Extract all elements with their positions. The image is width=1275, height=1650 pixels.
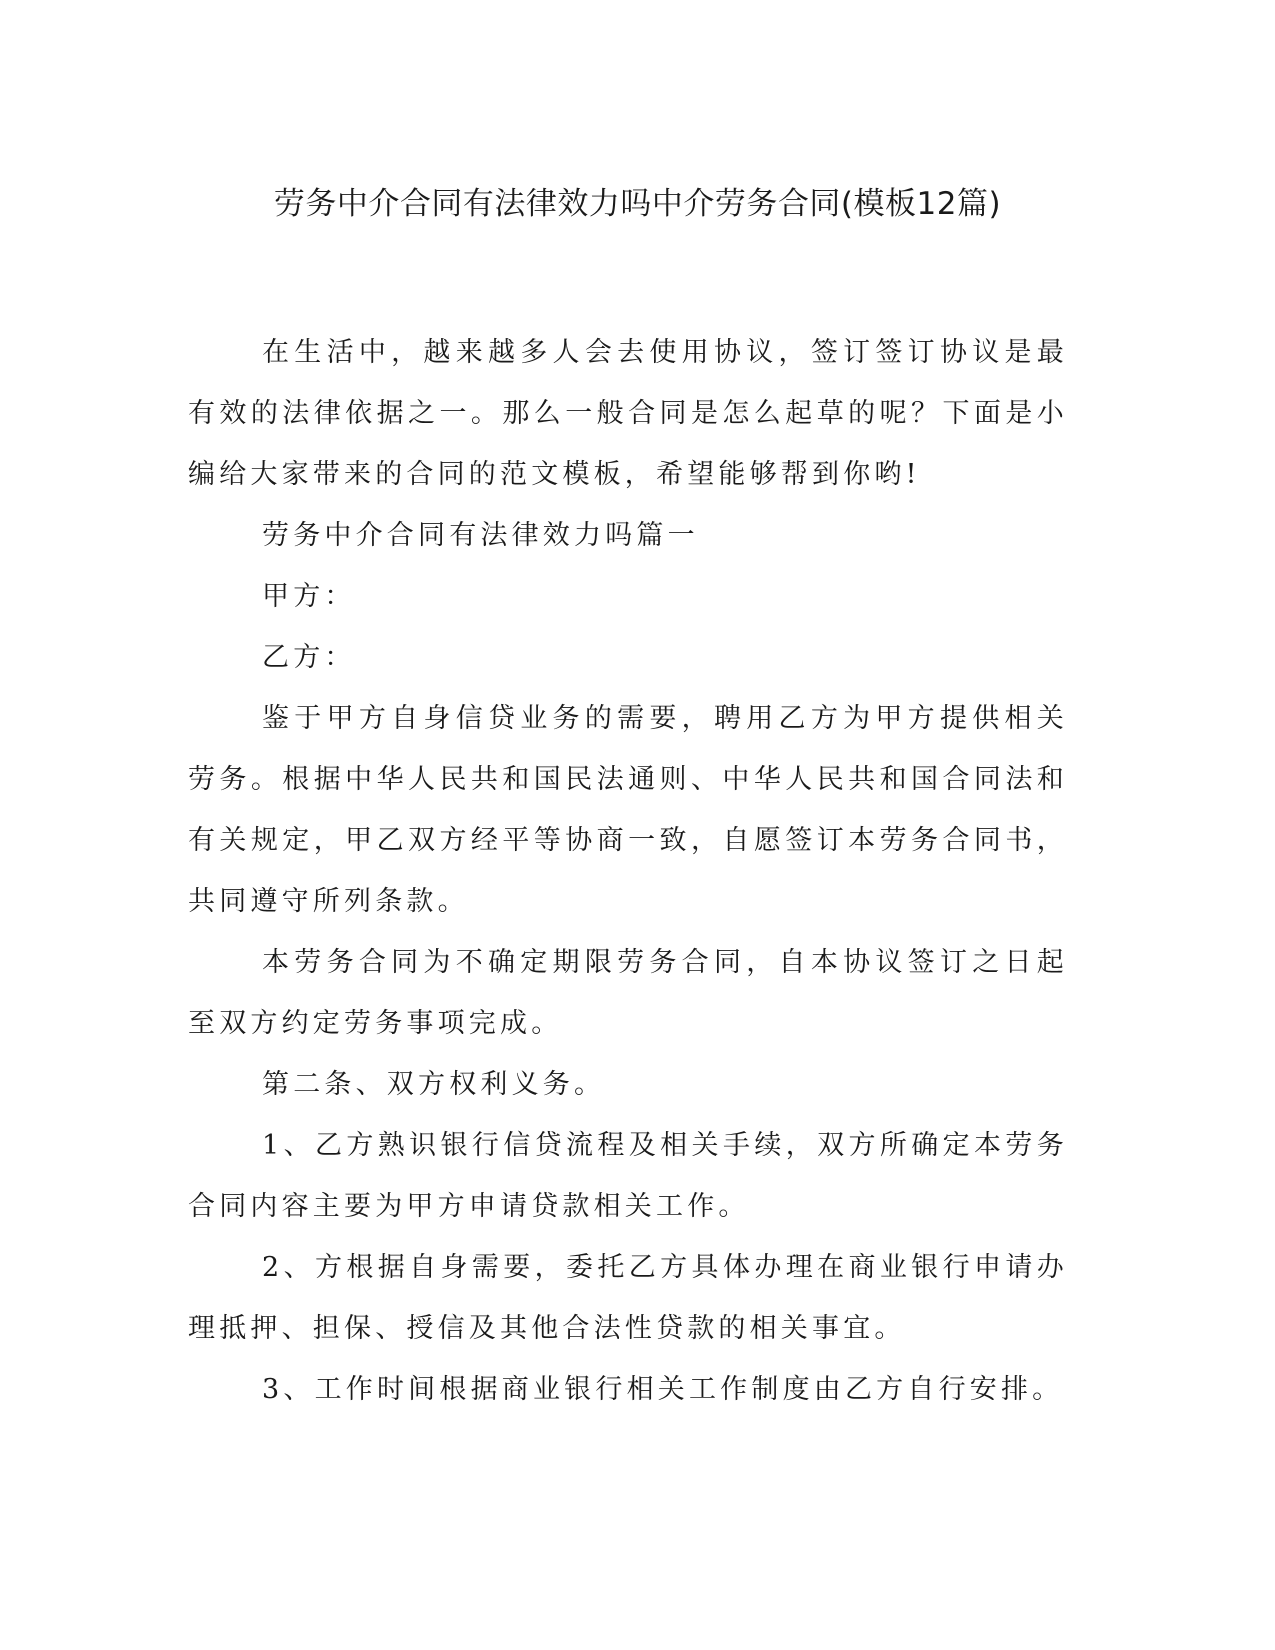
document-body bbox=[188, 322, 1068, 1420]
paragraph-item-3: 3、工作时间根据商业银行相关工作制度由乙方自行安排。 bbox=[262, 1374, 1064, 1405]
document-title: 劳务中介合同有法律效力吗中介劳务合同(模板12篇) bbox=[273, 186, 1002, 222]
paragraph-party-b: 乙方： bbox=[262, 642, 356, 673]
paragraph-section-heading: 劳务中介合同有法律效力吗篇一 bbox=[262, 520, 699, 551]
paragraph-item-2: 2、方根据自身需要，委托乙方具体办理在商业银行申请办理抵押、担保、授信及其他合法性贷款的相关事宜。 bbox=[188, 1252, 1068, 1344]
paragraph-item-1: 1、乙方熟识银行信贷流程及相关手续，双方所确定本劳务合同内容主要为甲方申请贷款相关工作。 bbox=[188, 1130, 1068, 1222]
paragraph-intro: 在生活中，越来越多人会去使用协议，签订签订协议是最有效的法律依据之一。那么一般合同是怎么起草的呢？下面是小编给大家带来的合同的范文模板，希望能够帮到你哟! bbox=[188, 337, 1068, 490]
paragraph-term: 本劳务合同为不确定期限劳务合同，自本协议签订之日起至双方约定劳务事项完成。 bbox=[188, 947, 1068, 1039]
paragraph-article-two: 第二条、双方权利义务。 bbox=[262, 1069, 606, 1100]
paragraph-party-a: 甲方： bbox=[262, 581, 356, 612]
paragraph-preamble: 鉴于甲方自身信贷业务的需要，聘用乙方为甲方提供相关劳务。根据中华人民共和国民法通则、中华人民共和国合同法和有关规定，甲乙双方经平等协商一致，自愿签订本劳务合同书，共同遵守所列条款。 bbox=[188, 703, 1068, 917]
